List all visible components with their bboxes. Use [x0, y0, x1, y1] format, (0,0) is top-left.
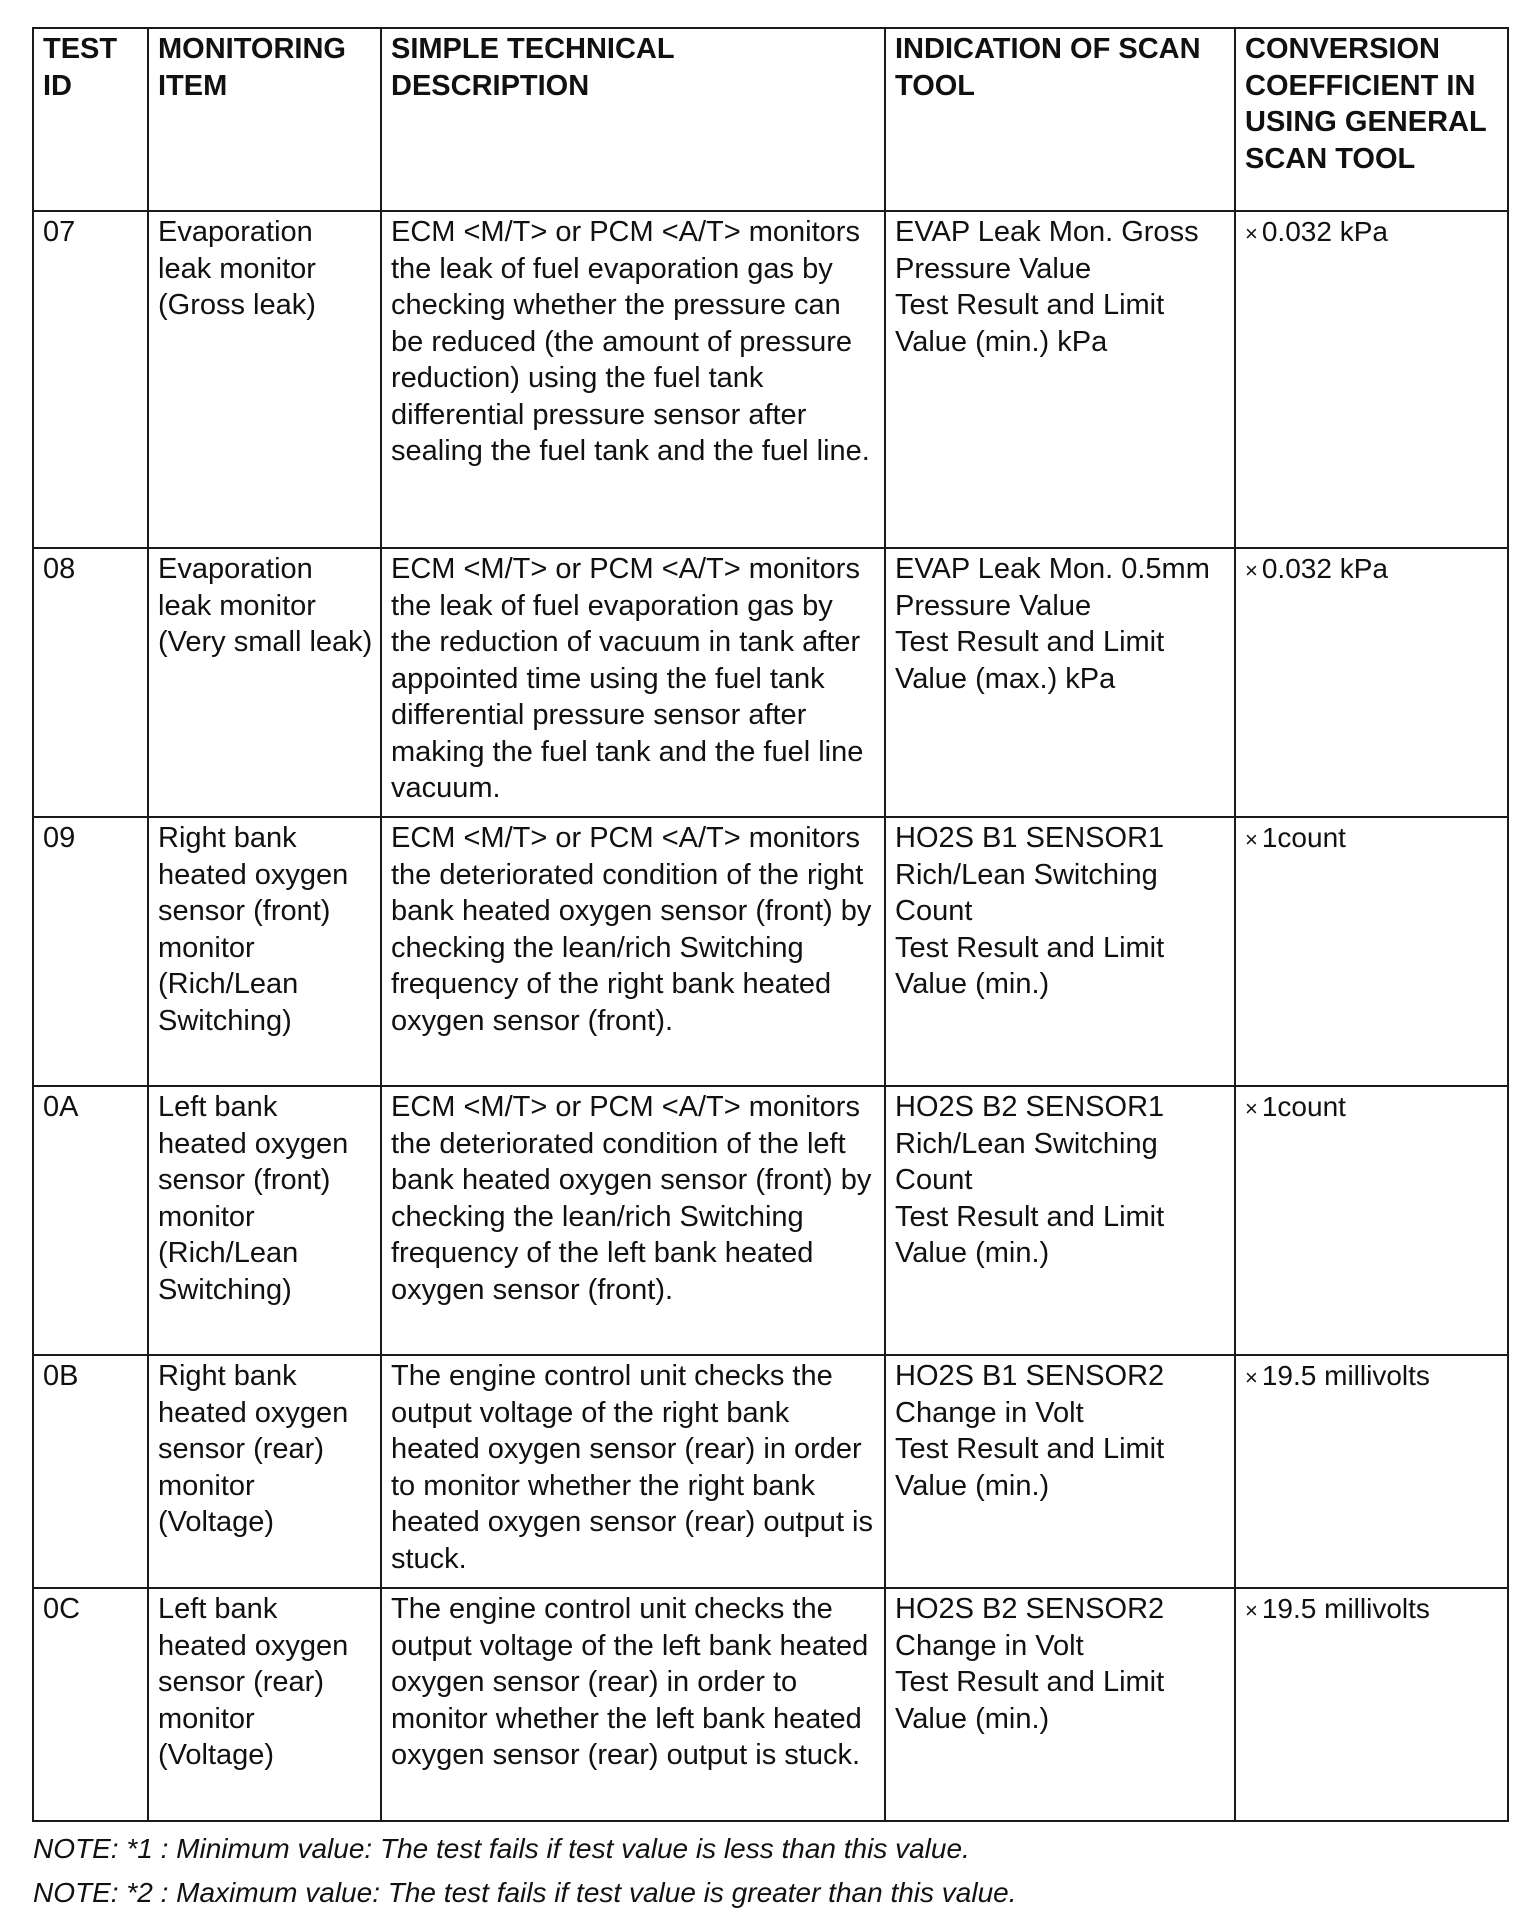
indication-line: Test Result and Limit Value (min.): [895, 1200, 1165, 1269]
test-id-cell: 0B: [33, 1355, 148, 1588]
table-row: [33, 817, 1508, 1086]
coefficient-value: 0.032 kPa: [1261, 553, 1388, 584]
indication-cell: [885, 817, 1235, 1086]
multiply-symbol: ×: [1245, 558, 1258, 583]
coefficient-value: 0.032 kPa: [1261, 216, 1388, 247]
monitoring-item-cell: Left bank heated oxygen sensor (rear) monitor (Voltage): [148, 1588, 381, 1821]
multiply-symbol: ×: [1245, 1096, 1258, 1121]
indication-line: Test Result and Limit Value (max.) kPa: [895, 626, 1165, 695]
test-id-cell: 09: [33, 817, 148, 1086]
multiply-symbol: ×: [1245, 1365, 1258, 1390]
indication-line: Test Result and Limit Value (min.): [895, 931, 1165, 1000]
monitoring-item-cell: Evaporation leak monitor (Very small leak): [148, 548, 381, 817]
coefficient-value: 19.5 millivolts: [1261, 1360, 1430, 1391]
header-row: [33, 28, 1508, 211]
description-cell: ECM <M/T> or PCM <A/T> monitors the leak of fuel evaporation gas by checking whether the pressure can be reduced (the amount of pressure reduction) using the fuel tank differential pressure sensor after sealing the fuel tank and the fuel line.: [381, 211, 885, 548]
monitoring-item-cell: Left bank heated oxygen sensor (front) monitor (Rich/Lean Switching): [148, 1086, 381, 1355]
multiply-symbol: ×: [1245, 221, 1258, 246]
footnote-minimum: NOTE: *1 : Minimum value: The test fails if test value is less than this value.: [33, 1833, 970, 1864]
indication-line: EVAP Leak Mon. Gross Pressure Value: [895, 216, 1199, 285]
table-row: [33, 1588, 1508, 1821]
coefficient-cell: [1235, 1588, 1508, 1821]
table-row: [33, 211, 1508, 548]
monitoring-item-cell: Right bank heated oxygen sensor (front) monitor (Rich/Lean Switching): [148, 817, 381, 1086]
table-row: [33, 1355, 1508, 1588]
test-id-cell: 0C: [33, 1588, 148, 1821]
indication-line: HO2S B1 SENSOR1 Rich/Lean Switching Count: [895, 822, 1165, 927]
header-description: SIMPLE TECHNICAL DESCRIPTION: [381, 28, 885, 211]
indication-cell: [885, 211, 1235, 548]
multiply-symbol: ×: [1245, 827, 1258, 852]
description-cell: ECM <M/T> or PCM <A/T> monitors the deteriorated condition of the right bank heated oxygen sensor (front) by checking the lean/rich Switching frequency of the right bank heated oxygen sensor (front).: [381, 817, 885, 1086]
test-id-cell: 07: [33, 211, 148, 548]
indication-line: Test Result and Limit Value (min.) kPa: [895, 289, 1165, 358]
indication-line: HO2S B2 SENSOR1 Rich/Lean Switching Count: [895, 1091, 1165, 1196]
description-cell: The engine control unit checks the output voltage of the right bank heated oxygen sensor (rear) in order to monitor whether the right bank heated oxygen sensor (rear) output is stuck.: [381, 1355, 885, 1588]
test-id-cell: 0A: [33, 1086, 148, 1355]
coefficient-cell: [1235, 1086, 1508, 1355]
coefficient-cell: [1235, 817, 1508, 1086]
monitor-test-table: [32, 27, 1509, 1822]
table-row: [33, 1086, 1508, 1355]
indication-line: Test Result and Limit Value (min.): [895, 1666, 1165, 1735]
test-id-cell: 08: [33, 548, 148, 817]
coefficient-value: 1count: [1261, 822, 1346, 853]
table-row: [33, 548, 1508, 817]
monitoring-item-cell: Right bank heated oxygen sensor (rear) monitor (Voltage): [148, 1355, 381, 1588]
coefficient-value: 1count: [1261, 1091, 1346, 1122]
indication-line: EVAP Leak Mon. 0.5mm Pressure Value: [895, 553, 1210, 622]
description-cell: ECM <M/T> or PCM <A/T> monitors the leak of fuel evaporation gas by the reduction of vacuum in tank after appointed time using the fuel tank differential pressure sensor after making the fuel tank and the fuel line vacuum.: [381, 548, 885, 817]
coefficient-value: 19.5 millivolts: [1261, 1593, 1430, 1624]
indication-line: HO2S B1 SENSOR2 Change in Volt: [895, 1360, 1165, 1429]
indication-cell: [885, 1588, 1235, 1821]
header-scan-tool-indication: INDICATION OF SCAN TOOL: [885, 28, 1235, 211]
indication-cell: [885, 1086, 1235, 1355]
footnote-maximum: NOTE: *2 : Maximum value: The test fails if test value is greater than this value.: [33, 1877, 1017, 1908]
coefficient-cell: [1235, 211, 1508, 548]
description-cell: The engine control unit checks the output voltage of the left bank heated oxygen sensor (rear) in order to monitor whether the left bank heated oxygen sensor (rear) output is stuck.: [381, 1588, 885, 1821]
indication-line: Test Result and Limit Value (min.): [895, 1433, 1165, 1502]
indication-line: HO2S B2 SENSOR2 Change in Volt: [895, 1593, 1165, 1662]
header-conversion-coefficient: CONVERSION COEFFICIENT IN USING GENERAL SCAN TOOL: [1235, 28, 1508, 211]
description-cell: ECM <M/T> or PCM <A/T> monitors the deteriorated condition of the left bank heated oxygen sensor (front) by checking the lean/rich Switching frequency of the left bank heated oxygen sensor (front).: [381, 1086, 885, 1355]
header-monitoring-item: MONITORING ITEM: [148, 28, 381, 211]
header-test-id: TEST ID: [33, 28, 148, 211]
indication-cell: [885, 1355, 1235, 1588]
coefficient-cell: [1235, 1355, 1508, 1588]
indication-cell: [885, 548, 1235, 817]
multiply-symbol: ×: [1245, 1598, 1258, 1623]
monitoring-item-cell: Evaporation leak monitor (Gross leak): [148, 211, 381, 548]
coefficient-cell: [1235, 548, 1508, 817]
